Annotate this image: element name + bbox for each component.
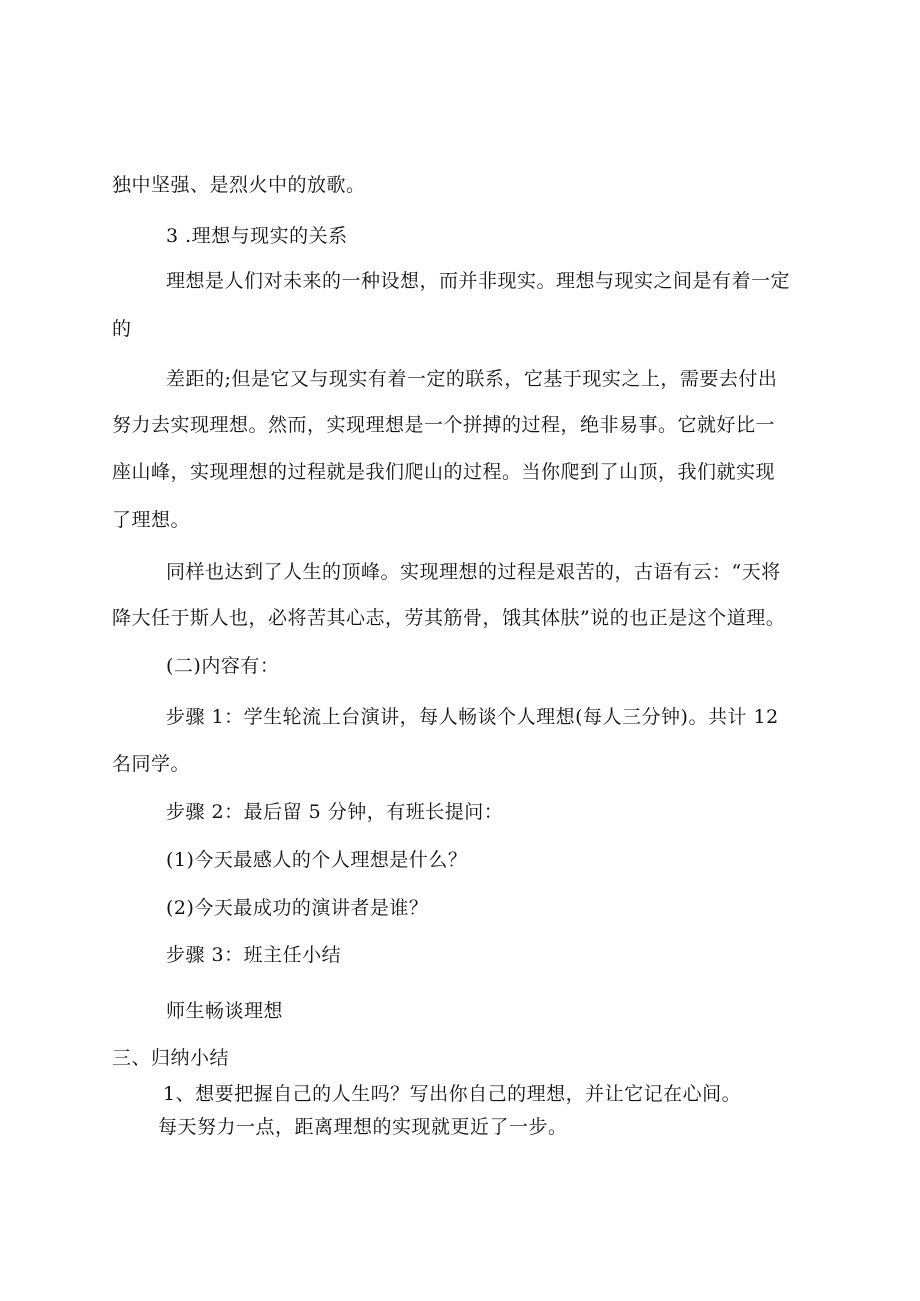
paragraph-line: 的 [112, 318, 132, 340]
paragraph-line: 降大任于斯人也，必将苦其心志，劳其筋骨，饿其体肤”说的也正是这个道理。 [112, 607, 786, 629]
paragraph-line: 独中坚强、是烈火中的放歌。 [112, 174, 366, 196]
paragraph-line: 每天努力一点，距离理想的实现就更近了一步。 [158, 1116, 568, 1138]
step-line: 步骤 2：最后留 5 分钟，有班长提问： [166, 801, 504, 823]
question-line: (1)今天最感人的个人理想是什么？ [166, 849, 468, 871]
step-line: 名同学。 [112, 753, 191, 775]
paragraph-line: 座山峰，实现理想的过程就是我们爬山的过程。当你爬到了山顶，我们就实现 [112, 461, 776, 483]
step-line: 步骤 1：学生轮流上台演讲，每人畅谈个人理想(每人三分钟)。共计 12 [166, 706, 779, 728]
paragraph-line: 1、想要把握自己的人生吗？写出你自己的理想，并让它记在心间。 [163, 1083, 742, 1105]
paragraph-line: 差距的;但是它又与现实有着一定的联系，它基于现实之上，需要去付出 [166, 368, 778, 390]
paragraph-line: 理想是人们对未来的一种设想，而并非现实。理想与现实之间是有着一定 [166, 270, 791, 292]
section-heading: (二)内容有： [166, 655, 280, 677]
question-line: (2)今天最成功的演讲者是谁？ [166, 897, 429, 919]
section-heading: 3 .理想与现实的关系 [166, 225, 348, 247]
section-heading: 三、归纳小结 [112, 1047, 230, 1069]
paragraph-line: 努力去实现理想。然而，实现理想是一个拼搏的过程，绝非易事。它就好比一 [112, 414, 776, 436]
paragraph-line: 师生畅谈理想 [166, 1000, 284, 1022]
step-line: 步骤 3：班主任小结 [166, 944, 342, 966]
paragraph-line: 同样也达到了人生的顶峰。实现理想的过程是艰苦的，古语有云：“天将 [166, 561, 781, 583]
paragraph-line: 了理想。 [112, 509, 191, 531]
